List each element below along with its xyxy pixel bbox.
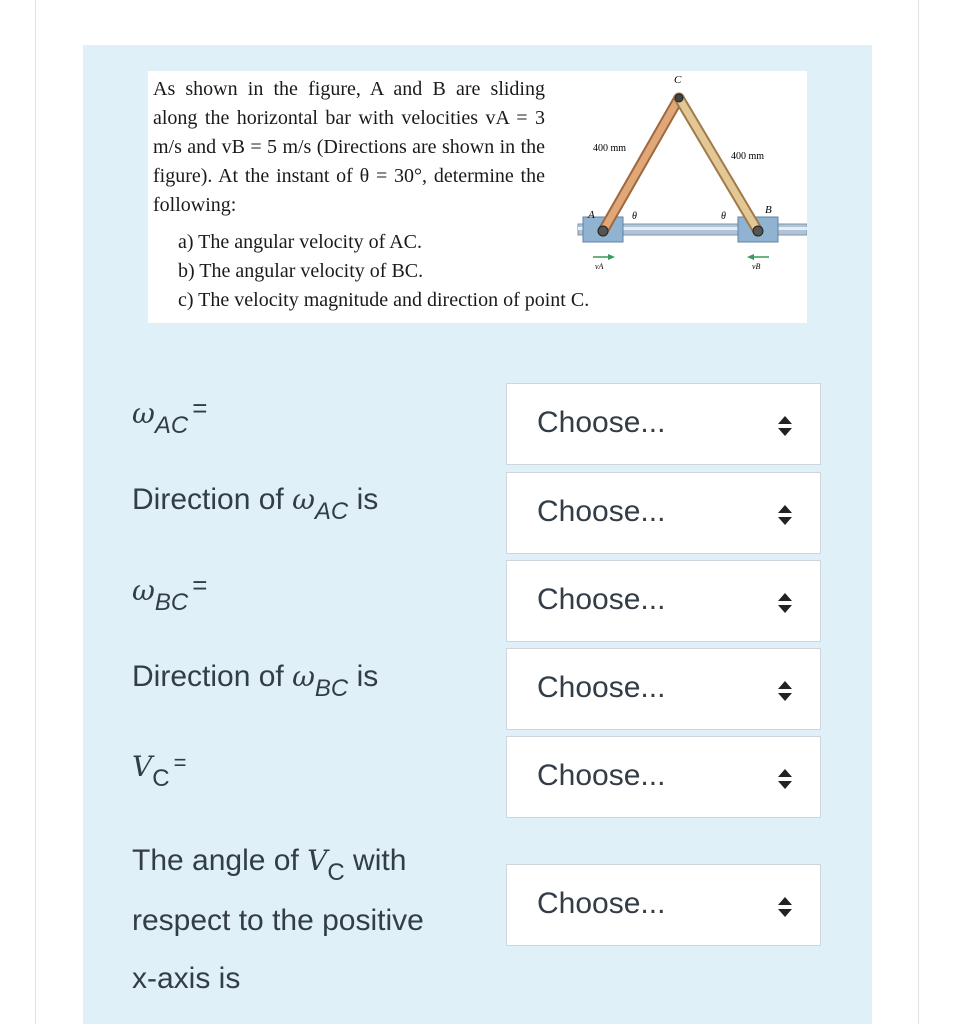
select-omega-ac[interactable] [506, 383, 821, 465]
theta-left: θ [632, 211, 637, 222]
label-b: B [765, 204, 772, 216]
select-vc[interactable] [506, 736, 821, 818]
angle-line-1: The angle of $V_C$ with [132, 844, 407, 886]
pin-c [675, 94, 683, 102]
question-vc: $V_C^=$ [132, 750, 187, 792]
select-value: Choose... [537, 495, 666, 528]
select-direction-omega-ac[interactable] [506, 472, 821, 554]
label-va: vA [595, 262, 604, 271]
pin-b [753, 226, 763, 236]
question-omega-bc: $\omega_{BC}=$ [132, 570, 208, 616]
select-omega-bc[interactable] [506, 560, 821, 642]
angle-line-2: respect to the positive [132, 904, 424, 937]
label-ac-length: 400 mm [593, 143, 627, 154]
problem-parts [178, 228, 589, 315]
up-down-arrows-icon [778, 769, 792, 789]
part-a: a) The angular velocity of AC. [178, 231, 423, 253]
part-c: c) The velocity magnitude and direction of point C. [178, 289, 590, 311]
up-down-arrows-icon [778, 593, 792, 613]
up-down-arrows-icon [778, 505, 792, 525]
select-value: Choose... [537, 671, 666, 704]
label-c: C [674, 74, 682, 86]
select-value: Choose... [537, 759, 666, 792]
theta-right: θ [721, 211, 726, 222]
question-omega-ac: $\omega_{AC}=$ [132, 393, 208, 439]
page-border-left [35, 0, 36, 1024]
label-bc-length: 400 mm [731, 151, 765, 162]
up-down-arrows-icon [778, 416, 792, 436]
mechanism-figure [553, 71, 807, 271]
question-direction-omega-bc: Direction of $\omega_{BC}$ is [132, 660, 379, 702]
question-angle-vc [132, 832, 424, 1008]
label-a: A [588, 209, 595, 221]
question-direction-omega-ac: Direction of $\omega_{AC}$ is [132, 483, 379, 525]
problem-text: As shown in the figure, A and B are sliding along the horizontal bar with velocities vA = 3 m/s and vB = 5 m/s (Directions are shown in the figure). At the instant of θ = 30°, determine the following: [153, 78, 545, 216]
label-vb: vB [752, 262, 761, 271]
up-down-arrows-icon [778, 681, 792, 701]
select-value: Choose... [537, 887, 666, 920]
select-direction-omega-bc[interactable] [506, 648, 821, 730]
select-angle-vc[interactable] [506, 864, 821, 946]
select-value: Choose... [537, 406, 666, 439]
select-value: Choose... [537, 583, 666, 616]
page-border-right [918, 0, 919, 1024]
angle-line-3: x-axis is [132, 962, 241, 995]
up-down-arrows-icon [778, 897, 792, 917]
part-b: b) The angular velocity of BC. [178, 260, 424, 282]
problem-statement [148, 71, 807, 323]
pin-a [598, 226, 608, 236]
